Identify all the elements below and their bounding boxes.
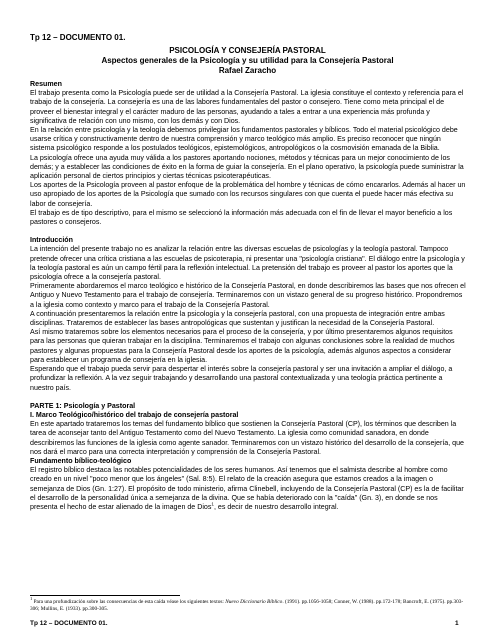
page-number: 1	[455, 620, 459, 627]
intro-heading: Introducción	[30, 236, 73, 245]
marco-paragraph: En este apartado trataremos los temas del fundamento bíblico que sostienen la Consejería Pastoral (CP), los términos que describen la tarea de aconsejar tanto del Antiguo Testamento como del Nuevo Testamento. La iglesia como comunidad sanadora, en donde describiremos las funciones de la iglesia como agente sanador. Terminaremos con un vistazo histórico del desarrollo de la consejería, que nos dará el marco para una correcta interpretación y comprensión de la Consejería Pastoral.	[30, 420, 465, 456]
resumen-paragraph: El trabajo es de tipo descriptivo, para el mismo se seleccionó la información más adecuada con el fin de llevar el mayor beneficio a los pastores o consejeros.	[30, 208, 453, 227]
document-subtitle: Aspectos generales de la Psicología y su utilidad para la Consejería Pastoral	[101, 56, 394, 65]
footnote-text-a: Para una profundización sobre las consecuencias de esta caída véase los siguientes textos:	[33, 599, 226, 605]
document-author: Rafael Zaracho	[218, 66, 277, 75]
resumen-paragraph: El trabajo presenta como la Psicología puede ser de utilidad a la Consejería Pastoral. La iglesia constituye el contexto y referencia para el trabajo de la consejería. La consejería es una de las labores fundamentales del pastor o consejero. Tiene como meta principal el de proveer el bienestar integral y el carácter maduro de las personas, ayudando a tales a entrar a una experiencia más profunda y significativa de relación con uno mismo, con los demás y con Dios.	[30, 89, 464, 125]
intro-paragraph: Esperando que el trabajo pueda servir para despertar el interés sobre la consejería pastoral y ser una invitación a ampliar el diálogo, a profundizar la reflexión. A la vez seguir trabajando y desarrollando una pastoral contextualizada y una teología práctica pertinente a nuestro país.	[30, 365, 453, 392]
document-id: Tp 12 – DOCUMENTO 01.	[30, 33, 126, 42]
resumen-paragraph: La psicología ofrece una ayuda muy válida a los pastores aportando nociones, métodos y técnicas para un mejor conocimiento de los demás; y a establecer las condiciones de éxito en la forma de guiar la consejería. En el plano operativo, la psicología puede suministrar la aplicación personal de ciertos principios y ciertas técnicas psicoterapéuticas.	[30, 153, 464, 181]
document-title: PSICOLOGÍA Y CONSEJERÍA PASTORAL	[169, 46, 326, 55]
document-header	[30, 46, 465, 76]
intro-paragraph: La intención del presente trabajo no es analizar la relación entre las diversas escuelas de psicologías y la teología pastoral. Tampoco pretende ofrecer una crítica cristiana a las escuelas de psicoterapia, ni presentar una "psicología cristiana". El diálogo entre la psicología y la teología pastoral es aún un campo fértil para la reflexión intelectual. La pretensión del trabajo es proveer al pastor los aportes que la psicología ofrece a la consejería pastoral.	[30, 245, 465, 282]
intro-paragraph: A continuación presentaremos la relación entre la psicología y la consejería pastoral, con una propuesta de integración entre ambas disciplinas. Trataremos de establecer las bases antropológicas que sustentan y justifican la necesidad de la Consejería Pastoral.	[30, 309, 445, 328]
parte1-heading: PARTE 1: Psicología y Pastoral	[30, 401, 136, 410]
footnote	[30, 596, 466, 613]
footnote-text-b: . (1991). pp.1056-1058; Conner, W. (1988). pp.172-178; Bancroft, E. (1975). pp.303-306; Mullins, E. (1933). pp.300-305.	[30, 599, 464, 612]
resumen-paragraph: En la relación entre psicología y la teología debemos privilegiar los fundamentos pastorales y bíblicos. Todo el material psicológico debe usarse crítica y constructivamente dentro de nuestra comprensión y marco teológico más amplio. Es preciso reconocer que ningún sistema psicológico responde a los postulados teológicos, epistemológicos, antropológicos o la cosmovisión emanada de la Biblia.	[30, 126, 458, 153]
resumen-paragraph: Los aportes de la Psicología proveen al pastor enfoque de la problemática del hombre y técnicas de cómo encararlos. Además al hacer un uso apropiado de los aportes de la Psicología que sumado con los recursos singulares con que cuenta el puede hacer más efectiva su labor de consejería.	[30, 181, 466, 208]
intro-paragraph: Así mismo trataremos sobre los elementos necesarios para el proceso de la consejería, y por último presentaremos algunos requisitos para las personas que quieran trabajar en la disciplina. Terminaremos el trabajo con algunas conclusiones sobre la realidad de muchos pastores y algunas propuestas para la Consejería Pastoral desde los aportes de la psicología, además algunos aspectos a considerar para establecer un programa de consejería en la iglesia.	[30, 328, 455, 364]
fundamento-paragraph	[30, 466, 466, 512]
footnote-italic: Nuevo Diccionario Bíblico	[225, 599, 283, 605]
marco-heading: I. Marco Teológico/histórico del trabajo de consejería pastoral	[30, 410, 239, 419]
footer-doc-id: Tp 12 – DOCUMENTO 01.	[30, 620, 108, 627]
fundamento-text: El registro bíblico destaca las notables potencialidades de los seres humanos. Así tenemos que el salmista describe al hombre como creado en un nivel "poco menor que los ángeles" (Sal. 8:5). El relato de la creación asegura que estamos creados a la imagen o semejanza de Dios (Gn. 1:27). El propósito de todo ministerio, afirma Clinebell, incluyendo de la Consejería Pastoral (CP) es la de facilitar el desarrollo de la personalidad única a semejanza de la divina. Que se había deteriorado con la "caída" (Gn. 3), en donde se nos presenta el hecho de estar alienado de la imagen de Dios	[30, 466, 464, 511]
fundamento-heading: Fundamento bíblico-teológico	[30, 456, 132, 465]
intro-paragraph: Primeramente abordaremos el marco teológico e histórico de la Consejería Pastoral, en donde describiremos las bases que nos ofrecen el Antiguo y Nuevo Testamento para el trabajo de consejería. Terminaremos con un vistazo general de su progreso histórico. Propondremos a la iglesia como contexto y marco para el trabajo de la Consejería Pastoral.	[30, 282, 466, 309]
footnote-rule	[30, 595, 180, 596]
fundamento-tail: , es decir de nuestro desarrollo integral.	[213, 502, 339, 511]
footnote-ref: 1	[211, 501, 214, 507]
resumen-heading: Resumen	[30, 80, 62, 88]
footnote-number: 1	[30, 596, 33, 602]
document-body	[30, 80, 466, 592]
